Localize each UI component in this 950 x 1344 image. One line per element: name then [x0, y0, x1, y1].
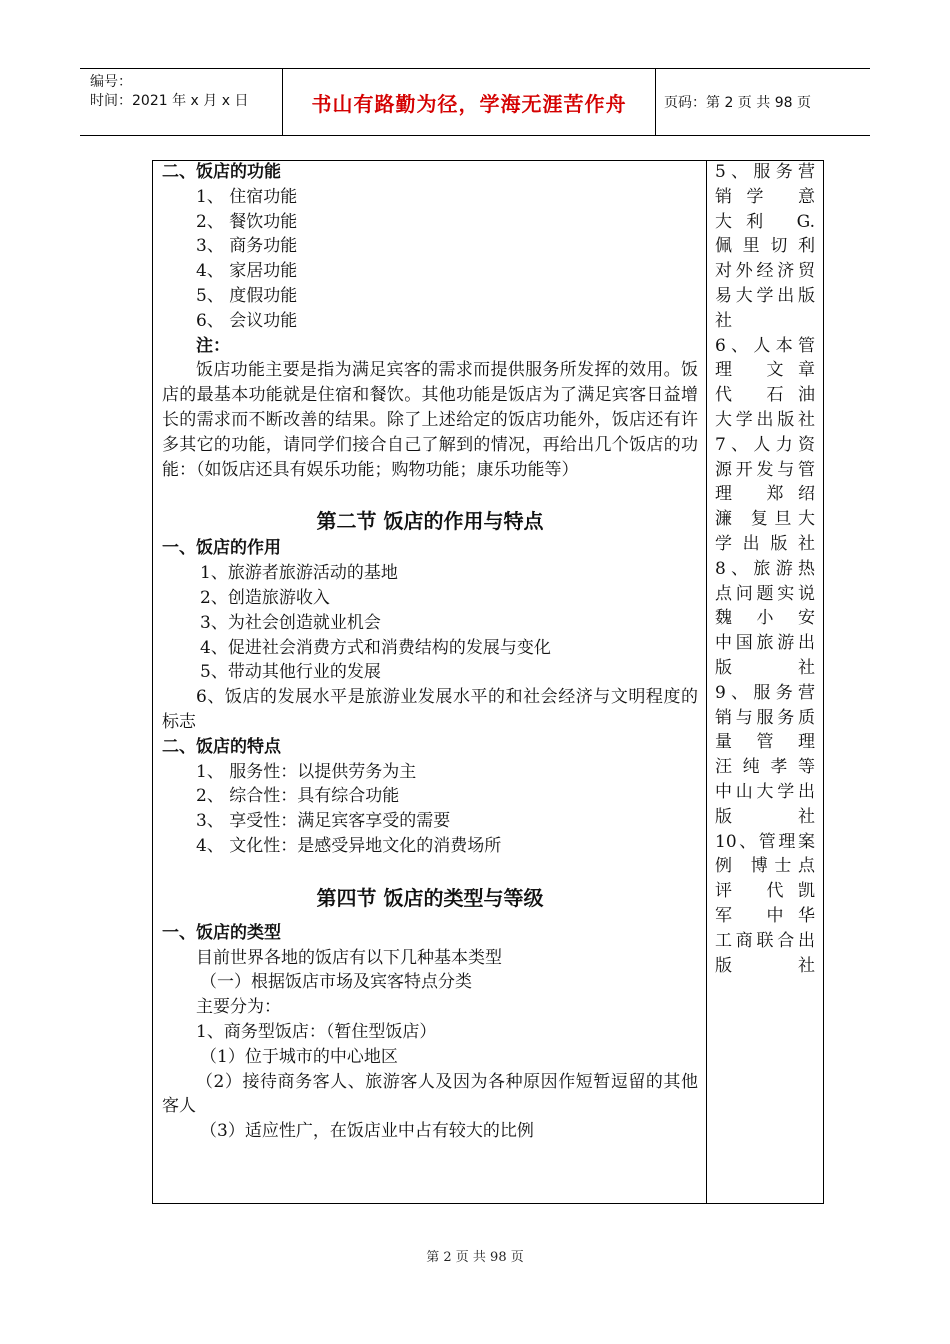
reference-line: 10、管理案	[715, 831, 815, 852]
function-item: 4、 家居功能	[196, 261, 298, 282]
reference-line: 版社	[715, 657, 815, 678]
reference-line: 代 石油	[715, 385, 815, 406]
section-title: 第二节 饭店的作用与特点	[316, 509, 544, 534]
reference-line: 版社	[715, 955, 815, 976]
reference-line: 点问题实说	[715, 583, 815, 604]
header-meta	[80, 69, 282, 135]
reference-line: 销学 意	[715, 186, 815, 207]
motto: 书山有路勤为径，学海无涯苦作舟	[311, 91, 627, 116]
reference-line: 9、服务营	[715, 682, 815, 703]
reference-line: 理 文章	[715, 360, 815, 381]
function-item: 2、 餐饮功能	[196, 211, 298, 232]
feature-item: 3、 享受性：满足宾客享受的需要	[196, 811, 451, 832]
function-item: 3、 商务功能	[196, 236, 298, 257]
reference-line: 易大学出版	[715, 285, 815, 306]
note-text: 饭店功能主要是指为满足宾客的需求而提供服务所发挥的效用。饭店的最基本功能就是住宿和餐饮。其他功能是饭店为了满足宾客日益增长的需求而不断改善的结果。除了上述给定的饭店功能外，饭店还有许多其它的功能，请同学们接合自己了解到的情况，再给出几个饭店的功能：（如饭店还具有娱乐功能；购物功能；康乐功能等）	[162, 360, 698, 480]
role-item: 2、创造旅游收入	[200, 587, 330, 608]
reference-line: 评 代凯	[715, 881, 815, 902]
reference-line: 6、人本管	[715, 335, 815, 356]
reference-line: 军 中华	[715, 905, 815, 926]
role-item: 3、为社会创造就业机会	[200, 612, 381, 633]
reference-line: 版社	[715, 806, 815, 827]
reference-line: 汪纯孝等	[715, 757, 815, 778]
main-column	[162, 160, 698, 1144]
functions-heading: 二、饭店的功能	[162, 162, 281, 182]
function-item: 1、 住宿功能	[196, 186, 298, 207]
function-item: 5、 度假功能	[196, 285, 298, 306]
business-hotel-point: （3）适应性广，在饭店业中占有较大的比例	[200, 1121, 534, 1142]
reference-line: 社	[715, 310, 732, 331]
header-page-info: 页码：第 2 页 共 98 页	[664, 95, 811, 111]
roles-heading: 一、饭店的作用	[162, 538, 281, 559]
types-subheading: （一）根据饭店市场及宾客特点分类	[200, 972, 472, 993]
business-hotel-item: 1、商务型饭店：（暂住型饭店）	[196, 1021, 437, 1042]
reference-line: 大利 G.	[715, 211, 815, 232]
business-hotel-point: （1）位于城市的中心地区	[200, 1046, 398, 1067]
types-main-label: 主要分为：	[196, 997, 281, 1018]
reference-line: 例 博士点	[715, 856, 815, 877]
reference-line: 佩里切利	[715, 236, 815, 257]
features-heading: 二、饭店的特点	[162, 736, 281, 757]
reference-line: 8、旅游热	[715, 558, 815, 579]
reference-line: 中山大学出	[715, 781, 815, 802]
types-heading: 一、饭店的类型	[162, 922, 281, 943]
section-title: 第四节 饭店的类型与等级	[316, 885, 544, 910]
reference-line: 销与服务质	[715, 707, 815, 728]
serial-label: 编号：	[90, 74, 132, 90]
reference-line: 理 郑绍	[715, 484, 815, 505]
reference-line: 工商联合出	[715, 930, 815, 951]
date-label: 时间：2021 年 x 月 x 日	[90, 93, 249, 109]
role-item: 1、旅游者旅游活动的基地	[200, 563, 398, 584]
feature-item: 2、 综合性：具有综合功能	[196, 786, 400, 807]
note-label: 注：	[196, 335, 230, 356]
page-header	[80, 68, 870, 136]
reference-line: 学出版社	[715, 533, 815, 554]
reference-line: 7、人力资	[715, 434, 815, 455]
reference-line: 魏 小 安	[715, 608, 815, 629]
role-item: 5、带动其他行业的发展	[200, 662, 381, 683]
reference-line: 量 管 理	[715, 732, 815, 753]
column-divider	[706, 160, 707, 1204]
reference-line: 5、服务营	[715, 162, 815, 182]
reference-line: 大学出版社	[715, 409, 815, 430]
function-item: 6、 会议功能	[196, 310, 298, 331]
reference-line: 对外经济贸	[715, 261, 815, 282]
feature-item: 1、 服务性：以提供劳务为主	[196, 761, 417, 782]
reference-line: 濂 复旦大	[715, 509, 815, 530]
role-item: 4、促进社会消费方式和消费结构的发展与变化	[200, 637, 551, 658]
business-hotel-point: （2）接待商务客人、旅游客人及因为各种原因作短暂逗留的其他客人	[162, 1071, 698, 1117]
page-footer: 第 2 页 共 98 页	[426, 1250, 524, 1265]
reference-line: 源开发与管	[715, 459, 815, 480]
header-motto-cell	[282, 69, 656, 135]
role-item: 6、饭店的发展水平是旅游业发展水平的和社会经济与文明程度的标志	[162, 687, 698, 732]
feature-item: 4、 文化性：是感受异地文化的消费场所	[196, 835, 502, 856]
reference-line: 中国旅游出	[715, 633, 815, 654]
types-intro: 目前世界各地的饭店有以下几种基本类型	[196, 947, 502, 968]
references-column	[715, 160, 815, 978]
